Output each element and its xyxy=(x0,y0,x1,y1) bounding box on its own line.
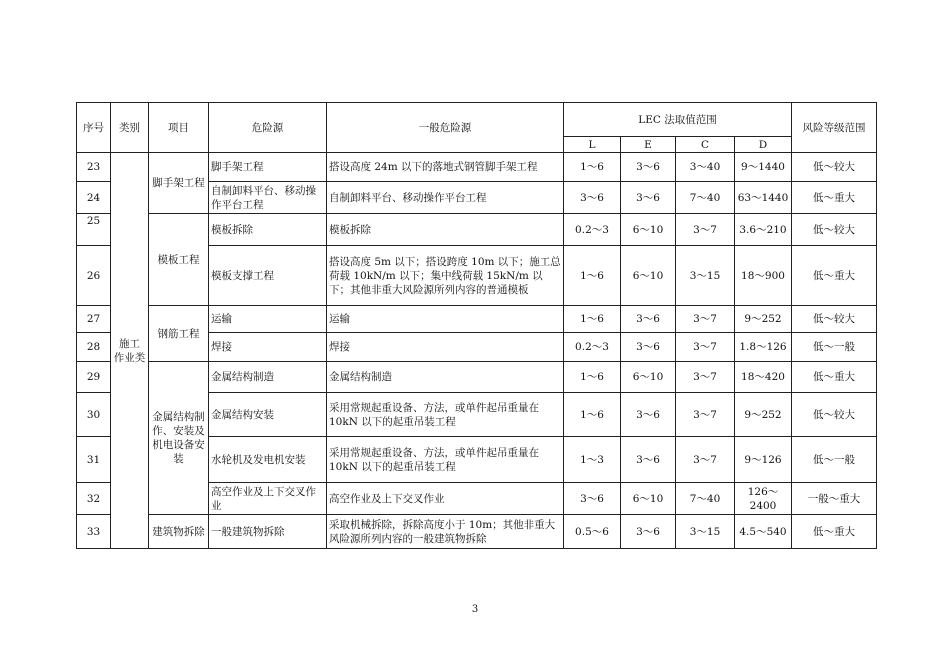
row-source: 脚手架工程 xyxy=(209,153,327,182)
row-L: 1～6 xyxy=(564,306,621,333)
row-E: 3～6 xyxy=(621,333,676,362)
table-row xyxy=(77,306,877,333)
row-E: 3～6 xyxy=(621,306,676,333)
row-E: 3～6 xyxy=(621,153,676,182)
row-D: 9～1440 xyxy=(735,153,792,182)
row-no: 23 xyxy=(77,153,111,182)
row-C: 7～40 xyxy=(676,182,735,214)
category-label: 施工 作业类 xyxy=(113,337,146,364)
row-D: 1.8～126 xyxy=(735,333,792,362)
row-general: 搭设高度 5m 以下；搭设跨度 10m 以下；施工总荷载 10kN/m 以下；集中线荷载 15kN/m 以下；其他非重大风险源所列内容的普通模板 xyxy=(327,246,564,306)
row-risk: 低～重大 xyxy=(792,246,877,306)
row-source: 高空作业及上下交叉作业 xyxy=(209,483,327,515)
row-general: 模板拆除 xyxy=(327,214,564,246)
row-D: 63～1440 xyxy=(735,182,792,214)
row-risk: 低～一般 xyxy=(792,437,877,483)
row-risk: 低～重大 xyxy=(792,515,877,549)
group-scaffold: 脚手架工程 xyxy=(149,153,209,214)
row-D: 4.5～540 xyxy=(735,515,792,549)
row-general: 采取机械拆除，拆除高度小于 10m；其他非重大风险源所列内容的一般建筑物拆除 xyxy=(327,515,564,549)
row-L: 0.2～3 xyxy=(564,333,621,362)
table-row xyxy=(77,515,877,549)
row-C: 3～7 xyxy=(676,362,735,393)
row-source: 自制卸料平台、移动操作平台工程 xyxy=(209,182,327,214)
group-metal: 金属结构制作、安装及机电设备安装 xyxy=(149,362,209,515)
group-formwork: 模板工程 xyxy=(149,214,209,306)
row-no: 28 xyxy=(77,333,111,362)
row-risk: 低～一般 xyxy=(792,333,877,362)
row-source: 焊接 xyxy=(209,333,327,362)
row-L: 0.2～3 xyxy=(564,214,621,246)
row-no: 25 xyxy=(77,214,111,246)
row-general: 自制卸料平台、移动操作平台工程 xyxy=(327,182,564,214)
row-D: 9～252 xyxy=(735,306,792,333)
row-E: 6～10 xyxy=(621,246,676,306)
row-C: 3～7 xyxy=(676,214,735,246)
row-no: 26 xyxy=(77,246,111,306)
row-L: 1～6 xyxy=(564,362,621,393)
row-E: 6～10 xyxy=(621,483,676,515)
row-general: 搭设高度 24m 以下的落地式钢管脚手架工程 xyxy=(327,153,564,182)
header-risk-level: 风险等级范围 xyxy=(792,103,877,153)
row-C: 3～15 xyxy=(676,515,735,549)
row-general: 采用常规起重设备、方法，或单件起吊重量在 10kN 以下的起重吊装工程 xyxy=(327,393,564,437)
row-C: 3～15 xyxy=(676,246,735,306)
row-D: 18～900 xyxy=(735,246,792,306)
row-C: 3～7 xyxy=(676,393,735,437)
header-lec: LEC 法取值范围 xyxy=(564,103,792,137)
row-E: 6～10 xyxy=(621,362,676,393)
row-source: 水轮机及发电机安装 xyxy=(209,437,327,483)
group-rebar: 钢筋工程 xyxy=(149,306,209,362)
row-source: 模板拆除 xyxy=(209,214,327,246)
row-E: 6～10 xyxy=(621,214,676,246)
row-source: 运输 xyxy=(209,306,327,333)
header-hazard-source: 危险源 xyxy=(209,103,327,153)
row-general: 焊接 xyxy=(327,333,564,362)
row-general: 采用常规起重设备、方法，或单件起吊重量在 10kN 以下的起重吊装工程 xyxy=(327,437,564,483)
header-C: C xyxy=(676,137,735,153)
row-no: 31 xyxy=(77,437,111,483)
header-seq: 序号 xyxy=(77,103,111,153)
header-D: D xyxy=(735,137,792,153)
header-L: L xyxy=(564,137,621,153)
row-L: 3～6 xyxy=(564,483,621,515)
row-D: 3.6～210 xyxy=(735,214,792,246)
row-E: 3～6 xyxy=(621,515,676,549)
row-C: 3～7 xyxy=(676,437,735,483)
row-no: 29 xyxy=(77,362,111,393)
row-source: 金属结构制造 xyxy=(209,362,327,393)
row-D: 9～252 xyxy=(735,393,792,437)
row-L: 1～3 xyxy=(564,437,621,483)
row-no: 33 xyxy=(77,515,111,549)
row-E: 3～6 xyxy=(621,182,676,214)
group-demolition: 建筑物拆除 xyxy=(149,515,209,549)
table-row xyxy=(77,214,877,246)
row-risk: 低～较大 xyxy=(792,153,877,182)
row-C: 3～7 xyxy=(676,333,735,362)
row-risk: 低～较大 xyxy=(792,393,877,437)
row-C: 3～40 xyxy=(676,153,735,182)
row-risk: 低～较大 xyxy=(792,214,877,246)
row-general: 运输 xyxy=(327,306,564,333)
row-L: 3～6 xyxy=(564,182,621,214)
header-project: 项目 xyxy=(149,103,209,153)
row-risk: 低～较大 xyxy=(792,306,877,333)
row-L: 0.5～6 xyxy=(564,515,621,549)
row-D: 9～126 xyxy=(735,437,792,483)
risk-assessment-table xyxy=(76,102,877,549)
row-source: 模板支撑工程 xyxy=(209,246,327,306)
row-L: 1～6 xyxy=(564,393,621,437)
row-C: 7～40 xyxy=(676,483,735,515)
row-source: 金属结构安装 xyxy=(209,393,327,437)
row-risk: 低～重大 xyxy=(792,182,877,214)
row-C: 3～7 xyxy=(676,306,735,333)
table-row xyxy=(77,153,877,182)
row-no: 30 xyxy=(77,393,111,437)
row-D: 126～2400 xyxy=(735,483,792,515)
header-category: 类别 xyxy=(111,103,149,153)
row-general: 高空作业及上下交叉作业 xyxy=(327,483,564,515)
page-number: 3 xyxy=(471,604,479,615)
row-D: 18～420 xyxy=(735,362,792,393)
row-E: 3～6 xyxy=(621,437,676,483)
header-E: E xyxy=(621,137,676,153)
row-L: 1～6 xyxy=(564,246,621,306)
header-general-hazard: 一般危险源 xyxy=(327,103,564,153)
row-E: 3～6 xyxy=(621,393,676,437)
row-no: 32 xyxy=(77,483,111,515)
row-no: 24 xyxy=(77,182,111,214)
table-row xyxy=(77,362,877,393)
header-row xyxy=(77,103,877,137)
category-cell xyxy=(111,153,149,549)
row-general: 金属结构制造 xyxy=(327,362,564,393)
row-risk: 低～重大 xyxy=(792,362,877,393)
row-no: 27 xyxy=(77,306,111,333)
row-L: 1～6 xyxy=(564,153,621,182)
row-source: 一般建筑物拆除 xyxy=(209,515,327,549)
row-risk: 一般～重大 xyxy=(792,483,877,515)
